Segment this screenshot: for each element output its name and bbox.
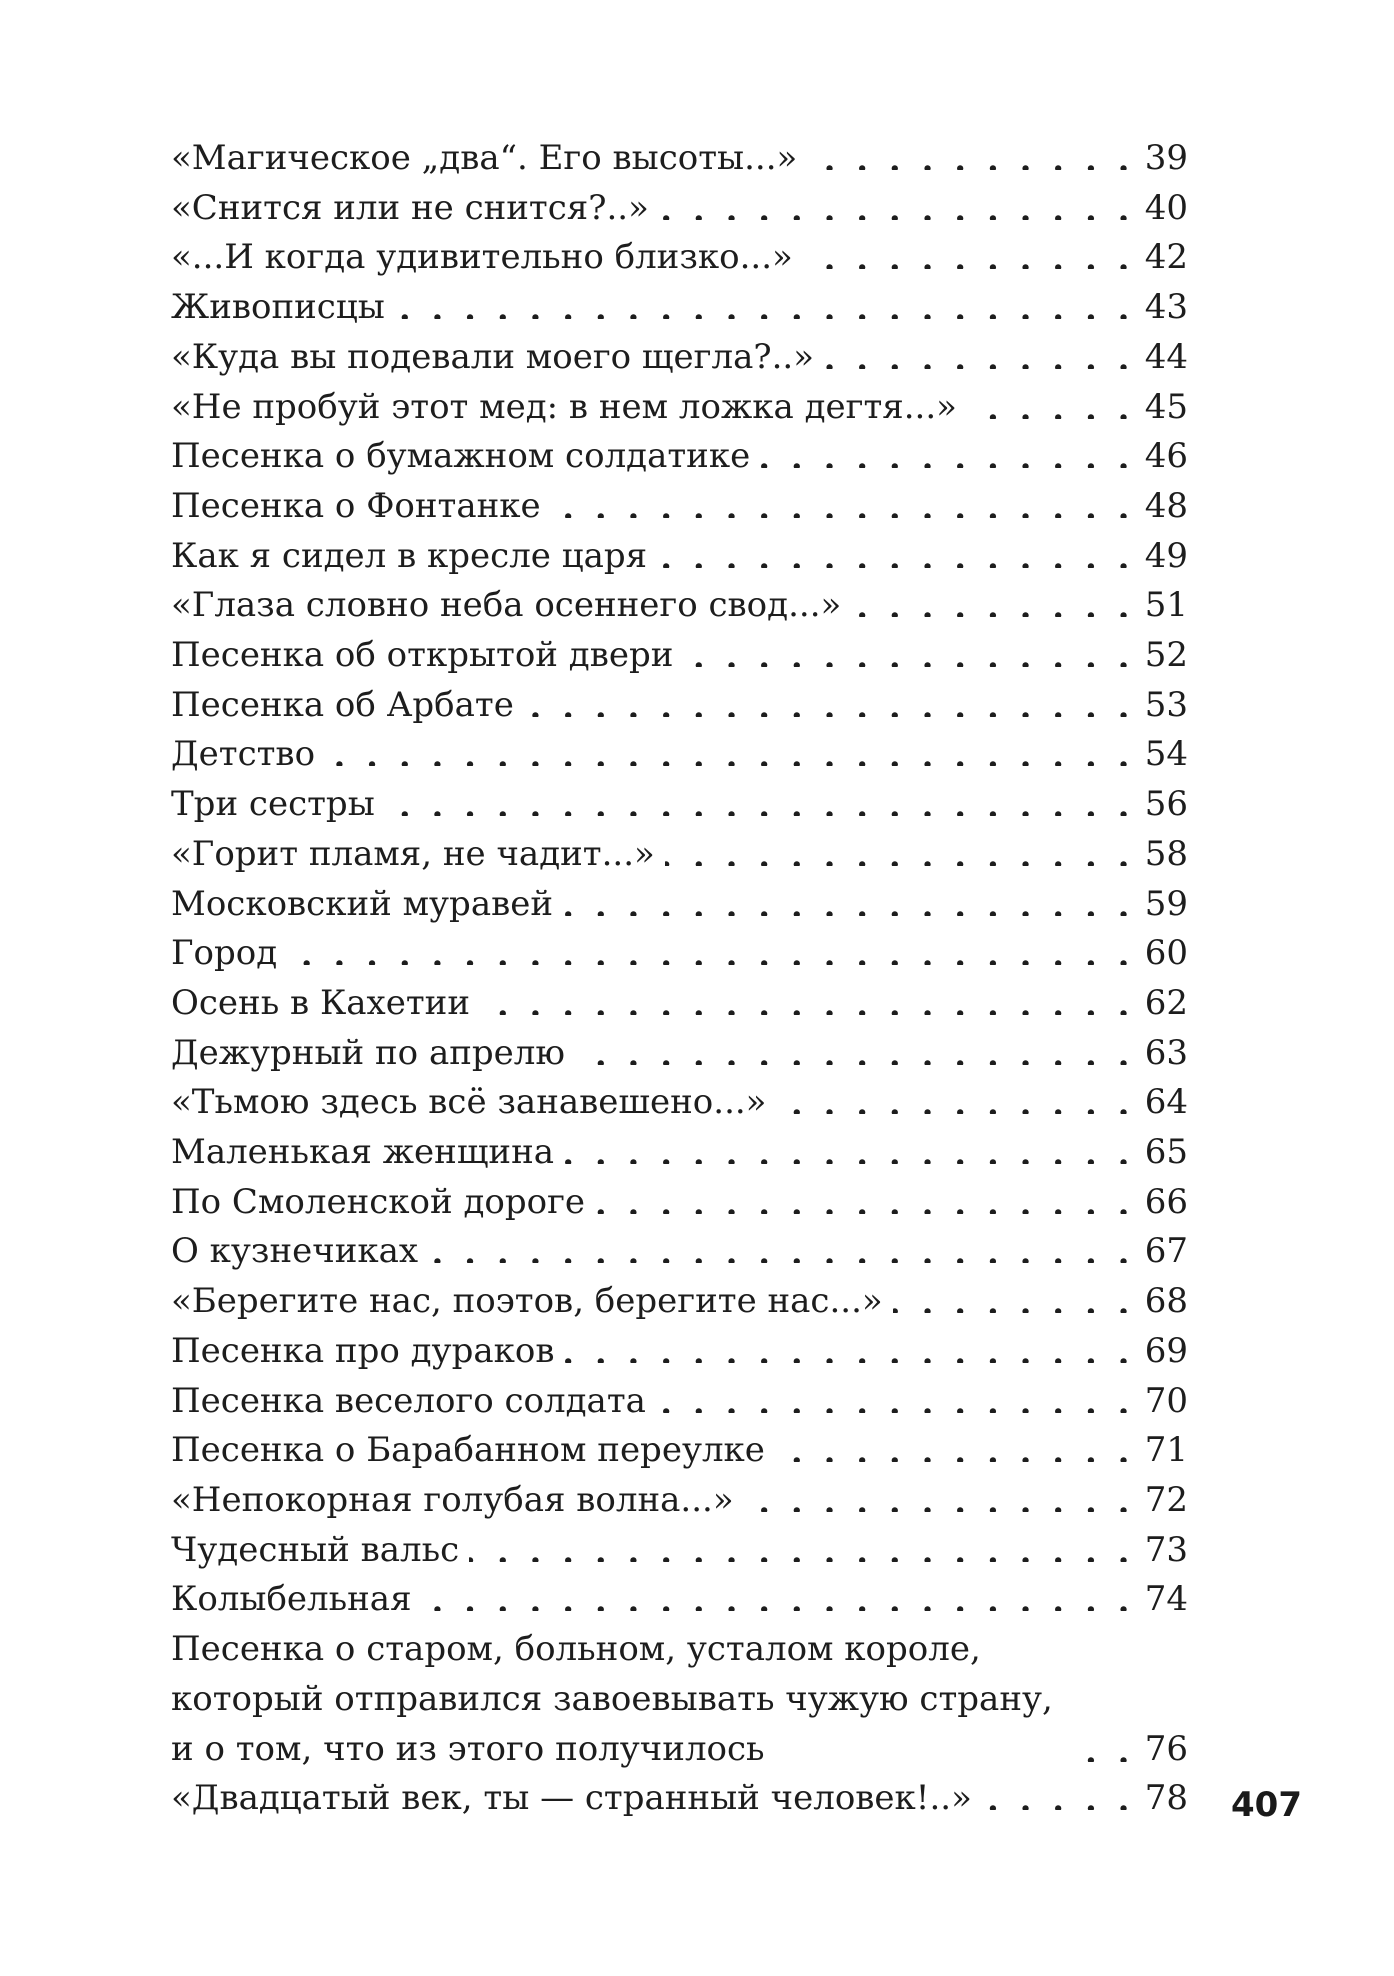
toc-entry-title — [171, 1625, 1063, 1774]
dot-leader — [385, 782, 1134, 816]
toc-entry — [171, 581, 1188, 631]
dot-leader — [659, 186, 1134, 220]
toc-entry-page: 39 — [1144, 138, 1188, 178]
toc-entry-page: 76 — [1144, 1728, 1188, 1769]
toc-entry — [171, 233, 1188, 283]
toc-entry — [171, 1377, 1188, 1427]
toc-entry-title: Песенка о Барабанном переулке — [171, 1426, 775, 1476]
dot-leader — [428, 1229, 1134, 1263]
toc-entry — [171, 532, 1188, 582]
toc-entry-page: 67 — [1144, 1231, 1188, 1272]
toc-entry — [171, 730, 1188, 780]
dot-leader — [760, 434, 1134, 468]
toc-entry — [171, 1277, 1188, 1327]
toc-entry — [171, 1426, 1188, 1476]
toc-entry-page: 68 — [1144, 1281, 1188, 1322]
toc-entry — [171, 1128, 1188, 1178]
toc-entry-page: 56 — [1144, 784, 1188, 825]
toc-entry — [171, 1327, 1188, 1377]
toc-entry — [171, 432, 1188, 482]
toc-entry — [171, 1178, 1188, 1228]
dot-leader — [967, 385, 1134, 419]
toc-entry-title: Живописцы — [171, 283, 395, 333]
toc-entry-title: Колыбельная — [171, 1575, 422, 1625]
toc-entry-page: 69 — [1144, 1330, 1188, 1371]
dot-leader — [744, 1478, 1134, 1512]
toc-entry-title: «Непокорная голубая волна...» — [171, 1476, 744, 1526]
toc-entry-title: «Не пробуй этот мед: в нем ложка дегтя...» — [171, 383, 967, 433]
dot-leader — [776, 1080, 1134, 1114]
toc-entry — [171, 929, 1188, 979]
dot-leader — [564, 1329, 1134, 1363]
toc-entry-title: «Куда вы подевали моего щегла?..» — [171, 333, 824, 383]
toc-entry-title-line: который отправился завоевывать чужую страну, — [171, 1678, 1053, 1719]
toc-entry-page: 49 — [1144, 535, 1188, 576]
toc-entry — [171, 1625, 1188, 1774]
toc-entry-page: 44 — [1144, 336, 1188, 377]
toc-entry — [171, 830, 1188, 880]
toc-entry-title: «...И когда удивительно близко...» — [171, 233, 803, 283]
toc-entry — [171, 979, 1188, 1029]
dot-leader — [851, 583, 1134, 617]
toc-entry-title: По Смоленской дороге — [171, 1178, 595, 1228]
toc-entry-title: «Глаза словно неба осеннего свод...» — [171, 581, 851, 631]
toc-entry-title: Песенка о Фонтанке — [171, 482, 551, 532]
toc-entry-title: «Магическое „два“. Его высоты...» — [171, 134, 807, 184]
toc-entry — [171, 880, 1188, 930]
toc-entry-title-line: и о том, что из этого получилось — [171, 1728, 765, 1769]
dot-leader — [982, 1776, 1134, 1810]
toc-entry — [171, 482, 1188, 532]
toc-entry-title: «Снится или не снится?..» — [171, 184, 659, 234]
toc-entry-title: «Двадцатый век, ты — странный человек!..» — [171, 1774, 982, 1824]
toc-entry — [171, 780, 1188, 830]
dot-leader — [1063, 1728, 1134, 1762]
toc-entry-page: 70 — [1144, 1380, 1188, 1421]
dot-leader — [595, 1180, 1134, 1214]
dot-leader — [775, 1428, 1134, 1462]
dot-leader — [665, 832, 1134, 866]
toc-entry-title-line: Песенка о старом, больном, усталом короле, — [171, 1629, 981, 1670]
toc-entry — [171, 1476, 1188, 1526]
toc-entry-page: 78 — [1144, 1778, 1188, 1819]
toc-entry — [171, 681, 1188, 731]
toc-entry-title: «Тьмою здесь всё занавешено...» — [171, 1078, 776, 1128]
dot-leader — [469, 1528, 1134, 1562]
dot-leader — [563, 882, 1134, 916]
toc-entry-page: 52 — [1144, 635, 1188, 676]
toc-entry-page: 66 — [1144, 1181, 1188, 1222]
dot-leader — [287, 931, 1134, 965]
toc-entry — [171, 134, 1188, 184]
toc-entry — [171, 184, 1188, 234]
toc-entry-page: 62 — [1144, 982, 1188, 1023]
toc-entry — [171, 1575, 1188, 1625]
table-of-contents — [171, 134, 1188, 1824]
toc-entry-page: 58 — [1144, 833, 1188, 874]
toc-entry-page: 60 — [1144, 933, 1188, 974]
toc-entry-page: 54 — [1144, 734, 1188, 775]
toc-entry — [171, 1774, 1188, 1824]
toc-entry-page: 45 — [1144, 386, 1188, 427]
toc-entry-title: «Горит пламя, не чадит...» — [171, 830, 665, 880]
toc-entry-page: 71 — [1144, 1430, 1188, 1471]
dot-leader — [524, 683, 1134, 717]
dot-leader — [395, 285, 1134, 319]
toc-entry-page: 48 — [1144, 485, 1188, 526]
toc-entry-title: Песенка об Арбате — [171, 681, 524, 731]
dot-leader — [480, 981, 1134, 1015]
toc-entry-title: Песенка о бумажном солдатике — [171, 432, 760, 482]
dot-leader — [564, 1130, 1134, 1164]
toc-entry — [171, 1078, 1188, 1128]
toc-entry-title: Песенка об открытой двери — [171, 631, 683, 681]
dot-leader — [824, 335, 1134, 369]
toc-entry-page: 65 — [1144, 1132, 1188, 1173]
page-number: 407 — [1231, 1785, 1302, 1825]
toc-entry-page: 51 — [1144, 585, 1188, 626]
toc-entry-title: «Берегите нас, поэтов, берегите нас...» — [171, 1277, 893, 1327]
toc-entry-title: Три сестры — [171, 780, 385, 830]
toc-entry-page: 73 — [1144, 1529, 1188, 1570]
toc-entry-title: Как я сидел в кресле царя — [171, 532, 657, 582]
toc-entry-title: О кузнечиках — [171, 1227, 428, 1277]
toc-entry-title: Маленькая женщина — [171, 1128, 564, 1178]
toc-entry — [171, 631, 1188, 681]
toc-entry-title: Чудесный вальс — [171, 1526, 469, 1576]
dot-leader — [551, 484, 1134, 518]
dot-leader — [656, 1379, 1134, 1413]
dot-leader — [325, 732, 1134, 766]
toc-entry-page: 72 — [1144, 1479, 1188, 1520]
toc-entry-page: 64 — [1144, 1082, 1188, 1123]
toc-entry-page: 40 — [1144, 187, 1188, 228]
toc-entry-title: Осень в Кахетии — [171, 979, 480, 1029]
toc-entry-title: Детство — [171, 730, 325, 780]
toc-entry-title: Московский муравей — [171, 880, 563, 930]
dot-leader — [657, 534, 1134, 568]
toc-entry-page: 74 — [1144, 1579, 1188, 1620]
dot-leader — [807, 136, 1134, 170]
dot-leader — [575, 1031, 1134, 1065]
toc-entry-title: Город — [171, 929, 287, 979]
toc-entry-page: 43 — [1144, 287, 1188, 328]
toc-entry — [171, 283, 1188, 333]
toc-entry-page: 42 — [1144, 237, 1188, 278]
toc-entry-title: Песенка про дураков — [171, 1327, 564, 1377]
toc-entry — [171, 1526, 1188, 1576]
toc-entry-page: 59 — [1144, 883, 1188, 924]
dot-leader — [422, 1577, 1134, 1611]
toc-entry-page: 46 — [1144, 436, 1188, 477]
dot-leader — [803, 235, 1134, 269]
toc-entry-page: 53 — [1144, 684, 1188, 725]
toc-entry — [171, 333, 1188, 383]
dot-leader — [893, 1279, 1134, 1313]
toc-entry — [171, 1227, 1188, 1277]
toc-entry — [171, 1029, 1188, 1079]
toc-entry-title: Песенка веселого солдата — [171, 1377, 656, 1427]
toc-entry — [171, 383, 1188, 433]
toc-entry-title: Дежурный по апрелю — [171, 1029, 575, 1079]
dot-leader — [683, 633, 1134, 667]
toc-entry-page: 63 — [1144, 1032, 1188, 1073]
